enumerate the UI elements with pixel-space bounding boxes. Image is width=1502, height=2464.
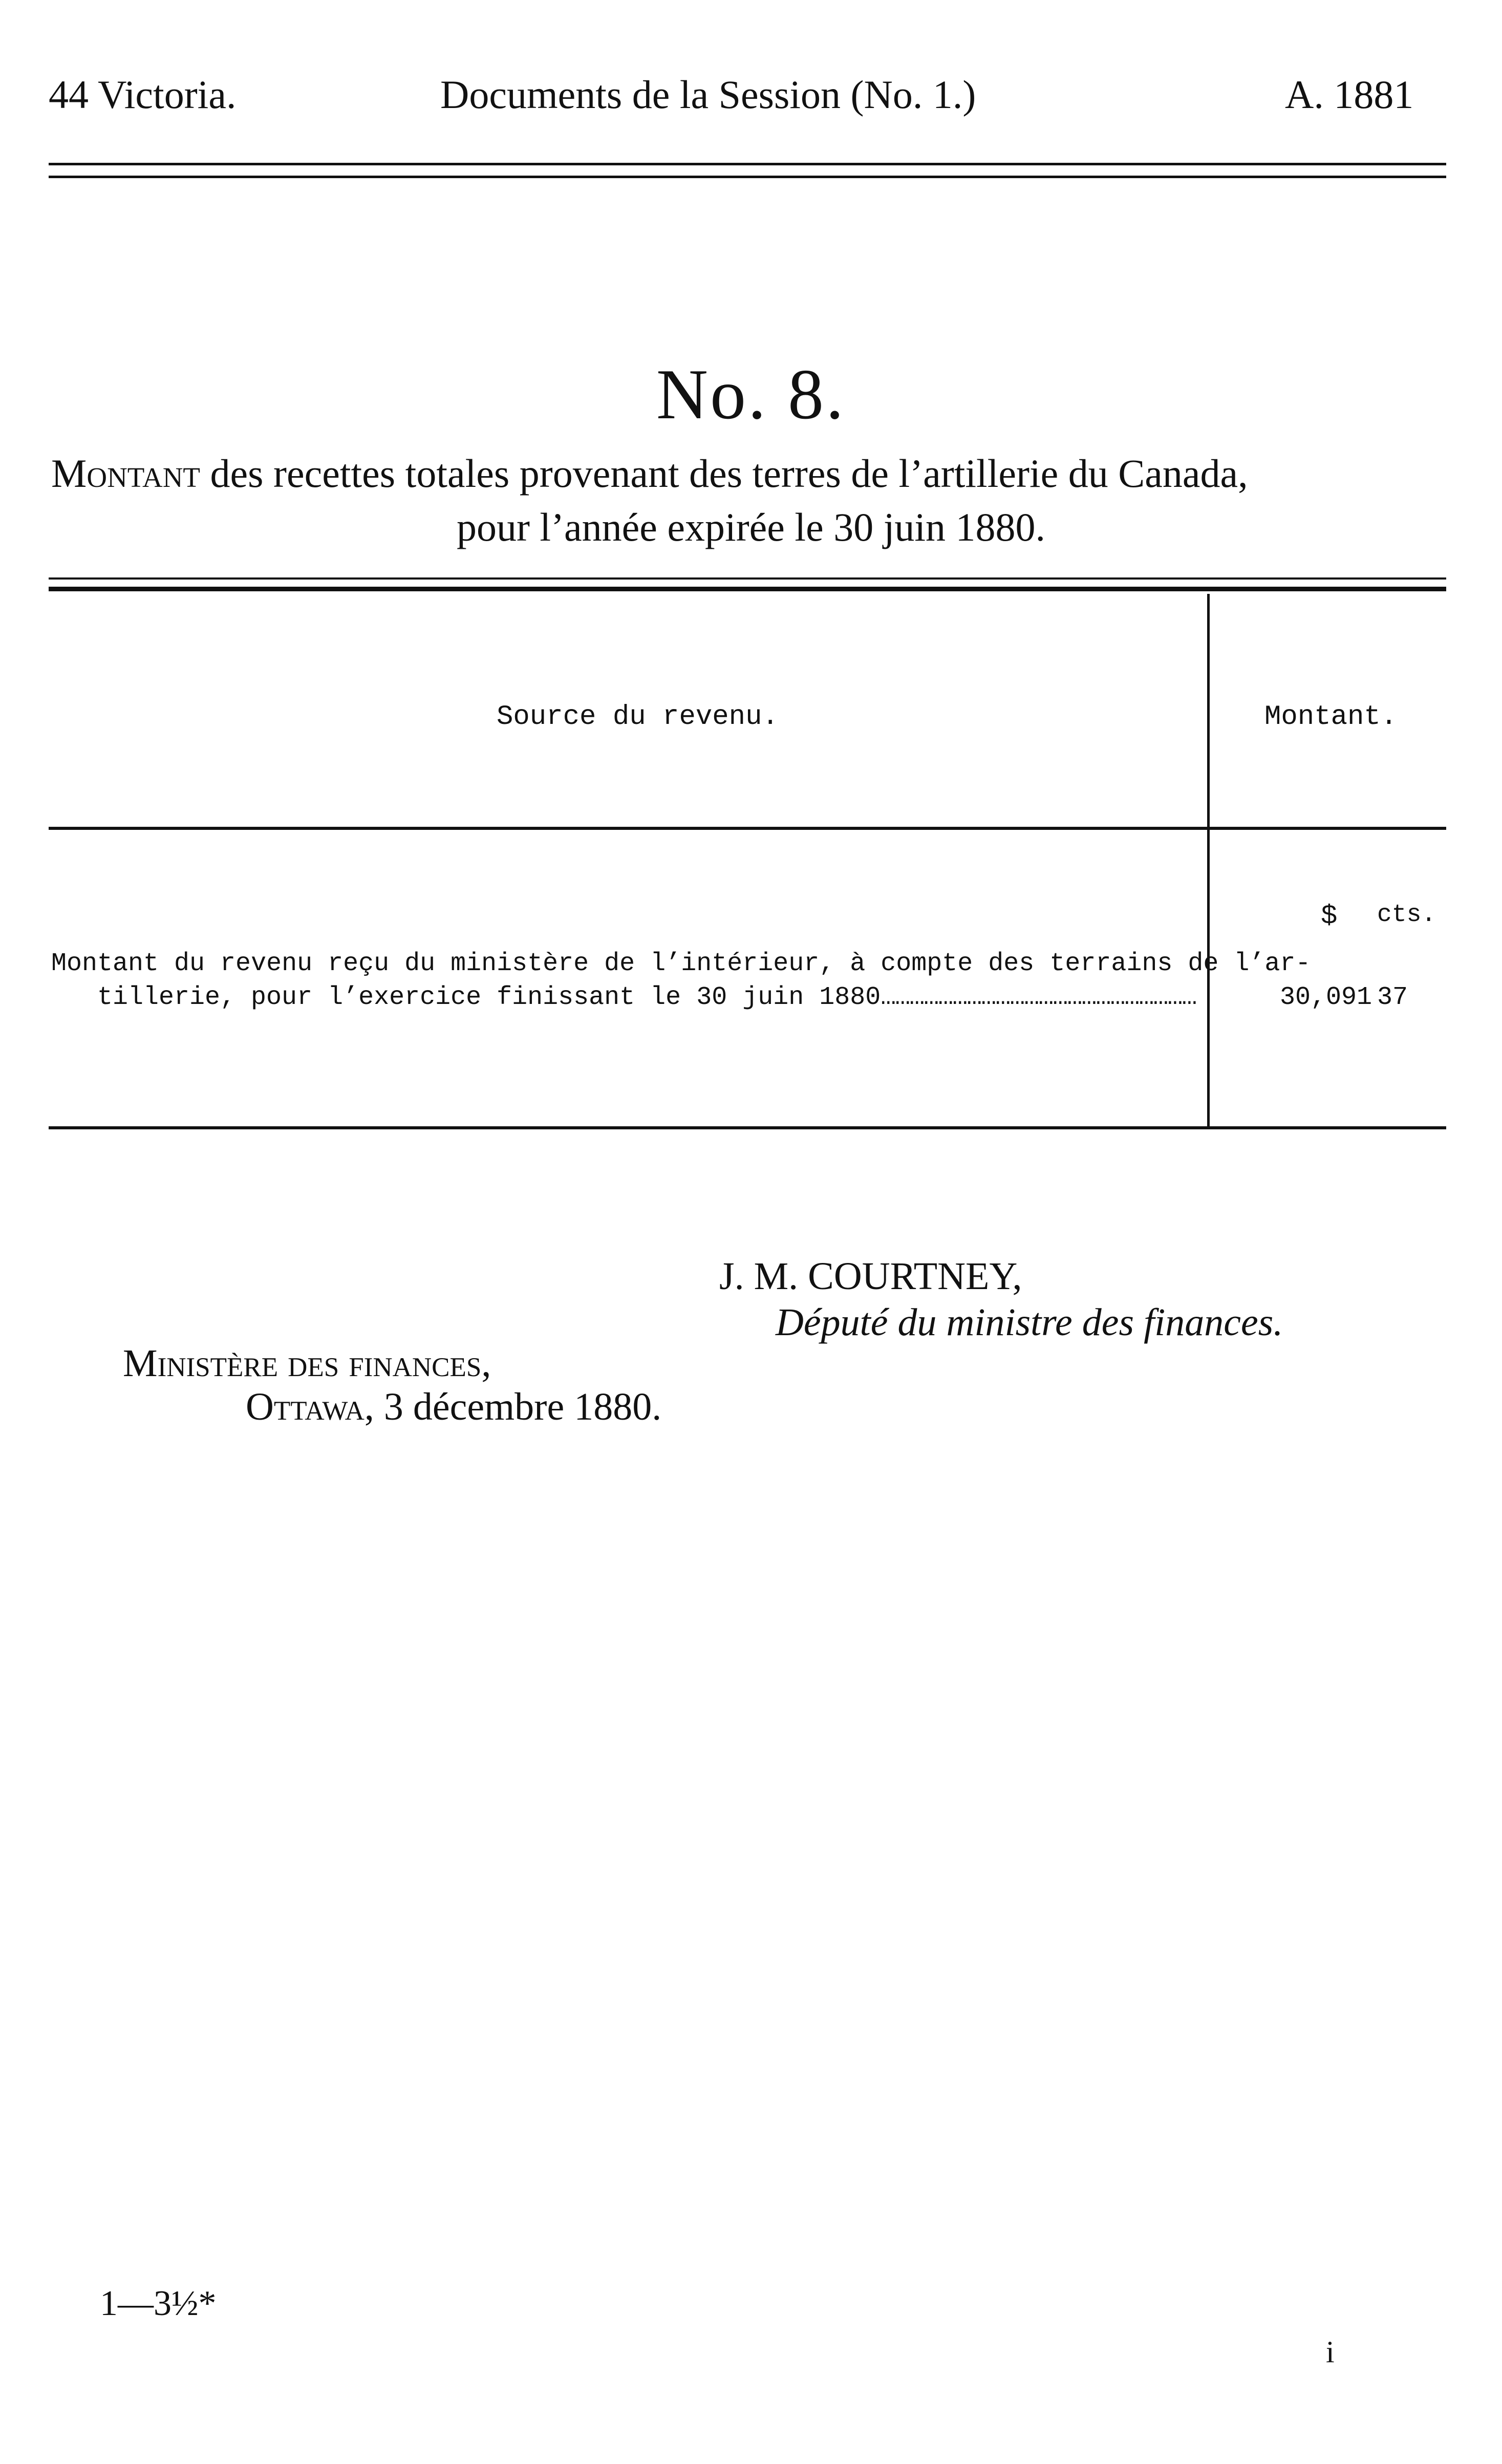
header-title: Documents de la Session (No. 1.) xyxy=(440,72,976,117)
table-top-rule xyxy=(49,577,1446,591)
heading-lead: Montant xyxy=(51,451,201,496)
document-heading-line2: pour l’année expirée le 30 juin 1880. xyxy=(456,505,1046,549)
dot-leader: ………………………………………………………… xyxy=(881,983,1196,1012)
document-heading xyxy=(51,451,1248,497)
document-number: No. 8. xyxy=(656,355,846,434)
column-header-source: Source du revenu. xyxy=(497,701,779,733)
signatory-title: Député du ministre des finances. xyxy=(776,1301,1283,1344)
heading-rest: des recettes totales provenant des terres de l’artillerie du Canada, xyxy=(210,451,1248,496)
unit-cents: cts. xyxy=(1377,901,1436,929)
printer-signature-mark: 1—3½* xyxy=(100,2284,217,2323)
column-header-amount: Montant. xyxy=(1264,701,1398,733)
letter-date: 3 décembre 1880. xyxy=(383,1385,662,1428)
place-date xyxy=(246,1385,661,1429)
header-volume: 44 Victoria. xyxy=(49,72,237,117)
amount-dollars: 30,091 xyxy=(1280,983,1372,1012)
header-bottom-rule xyxy=(49,827,1446,830)
table-row-description: tillerie, pour l’exercice finissant le 30 juin 1880 xyxy=(97,983,881,1012)
page-mark: i xyxy=(1326,2335,1335,2369)
table-row-line1: Montant du revenu reçu du ministère de l’intérieur, à compte des terrains de l’ar- xyxy=(51,949,1311,978)
unit-dollars: $ xyxy=(1321,901,1338,932)
table-row-line2 xyxy=(97,981,1196,1015)
ministry-name: Ministère des finances, xyxy=(123,1342,491,1385)
signatory-name: J. M. COURTNEY, xyxy=(719,1255,1022,1298)
table-column-divider xyxy=(1207,594,1210,1126)
city-name: Ottawa, xyxy=(246,1385,374,1428)
table-bottom-rule xyxy=(49,1126,1446,1129)
header-year: A. 1881 xyxy=(1285,72,1414,117)
header-double-rule xyxy=(49,163,1446,178)
amount-cents: 37 xyxy=(1377,983,1408,1012)
